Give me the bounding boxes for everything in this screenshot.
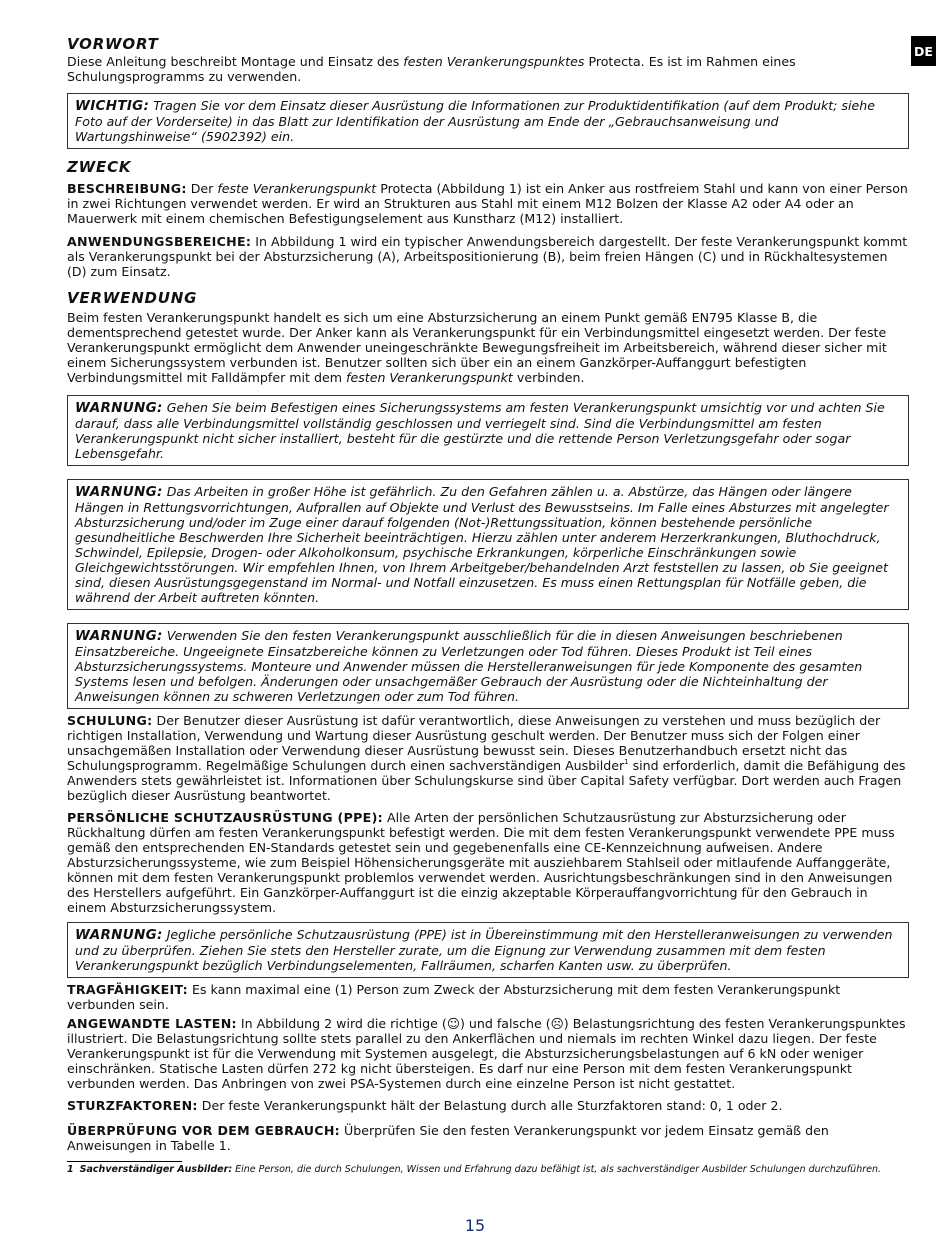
section-title-vorwort: VORWORT	[67, 35, 159, 53]
wichtig-label: WICHTIG:	[75, 98, 150, 114]
warnung-label: WARNUNG:	[75, 400, 163, 416]
lasten-paragraph: ANGEWANDTE LASTEN: In Abbildung 2 wird die richtige (☺) und falsche (☹) Belastungsrichtung des festen Verankerungspunktes illustriert. Die Belastungsrichtung sollte stets parallel zu den Ankerflächen und niemals im rechten Winkel dazu liegen. Der feste Verankerungspunkt ist für die Verwendung mit Systemen ausgelegt, die Absturzsicherungsbelastungen auf 6 kN oder weniger einschränken. Statische Lasten dürfen 272 kg nicht übersteigen. Es darf nur eine Person mit dem festen Verankerungspunkt verbunden werden. Das Anbringen von zwei PSA-Systemen durch eine einzelne Person ist nicht gestattet.	[67, 1016, 906, 1091]
anwendung-paragraph: ANWENDUNGSBEREICHE: In Abbildung 1 wird ein typischer Anwendungsbereich dargestellt. Der feste Verankerungspunkt kommt als Verankerungspunkt bei der Absturzsicherung (A), Arbeitspositionierung (B), beim freien Hängen (C) und in Rückhaltesystemen (D) zum Einsatz.	[67, 234, 908, 279]
section-title-zweck: ZWECK	[67, 158, 132, 176]
frown-icon: ☹	[550, 1016, 564, 1031]
warnung-box-4: WARNUNG: Jegliche persönliche Schutzausrüstung (PPE) ist in Übereinstimmung mit den Herstelleranweisungen zu verwenden und zu überprüfen. Ziehen Sie stets den Hersteller zurate, um die Eignung zur Verwendung zusammen mit dem festen Verankerungspunkt bezüglich Verbindungselementen, Fallräumen, scharfen Kanten usw. zu überprüfen.	[67, 922, 909, 978]
ppe-paragraph: PERSÖNLICHE SCHUTZAUSRÜSTUNG (PPE): Alle Arten der persönlichen Schutzausrüstung zur Absturzsicherung oder Rückhaltung dürfen am festen Verankerungspunkt befestigt werden. Die mit dem festen Verankerungspunkt verwendete PPE muss gemäß den entsprechenden EN-Standards getestet sein und gegebenenfalls eine CE-Kennzeichnung aufweisen. Andere Absturzsicherungssysteme, wie zum Beispiel Höhensicherungsgeräte mit ausziehbarem Stahlseil oder mitlaufende Auffanggeräte, können mit dem festen Verankerungspunkt problemlos verwendet werden. Ausrichtungsbeschränkungen sind in den Anweisungen des Herstellers aufgeführt. Ein Ganzkörper-Auffanggurt ist die einzig akzeptable Körperauffangvorrichtung für den Gebrauch in einem Absturzsicherungssystem.	[67, 810, 895, 915]
verwendung-paragraph: Beim festen Verankerungspunkt handelt es sich um eine Absturzsicherung an einem Punkt gemäß EN795 Klasse B, die dementsprechend getestet wurde. Der Anker kann als Verankerungspunkt für ein Verbindungsmittel eingesetzt werden. Der feste Verankerungspunkt ermöglicht dem Anwender uneingeschränkte Bewegungsfreiheit im Arbeitsbereich, während dieser sicher mit einem Sicherungssystem verbunden ist. Benutzer sollten sich über ein an einem Ganzkörper-Auffanggurt befestigten Verbindungsmittel mit Falldämpfer mit dem festen Verankerungspunkt verbinden.	[67, 310, 887, 385]
smile-icon: ☺	[446, 1016, 460, 1031]
schulung-paragraph: SCHULUNG: Der Benutzer dieser Ausrüstung ist dafür verantwortlich, diese Anweisungen zu verstehen und muss bezüglich der richtigen Installation, Verwendung und Wartung dieser Ausrüstung geschult werden. Der Benutzer muss sich der Folgen einer unsachgemäßen Installation oder Verwendung dieser Ausrüstung bewusst sein. Dieses Benutzerhandbuch ersetzt nicht das Schulungsprogramm. Regelmäßige Schulungen durch einen sachverständigen Ausbilder$^1$ sind erforderlich, damit die Befähigung des Anwenders stets gewährleistet ist. Informationen über Schulungskurse sind über Capital Safety verfügbar. Dort werden auch Fragen bezüglich dieser Ausrüstung beantwortet.	[67, 713, 906, 803]
sturzfaktoren-paragraph: STURZFAKTOREN: Der feste Verankerungspunkt hält der Belastung durch alle Sturzfaktoren stand: 0, 1 oder 2.	[67, 1098, 783, 1113]
page-number: 15	[464, 1216, 486, 1235]
footnote: 1 Sachverständiger Ausbilder: Eine Person, die durch Schulungen, Wissen und Erfahrung dazu befähigt ist, als sachverständiger Ausbilder Schulungen durchzuführen.	[67, 1164, 882, 1175]
vorwort-paragraph: Diese Anleitung beschreibt Montage und Einsatz des festen Verankerungspunktes Protecta. Es ist im Rahmen eines Schulungsprogramms zu verwenden.	[67, 54, 796, 84]
pruefung-paragraph: ÜBERPRÜFUNG VOR DEM GEBRAUCH: Überprüfen Sie den festen Verankerungspunkt vor jedem Einsatz gemäß den Anweisungen in Tabelle 1.	[67, 1123, 829, 1153]
warnung-box-1: WARNUNG: Gehen Sie beim Befestigen eines Sicherungssystems am festen Verankerungspunkt umsichtig vor und achten Sie darauf, dass alle Verbindungsmittel vollständig geschlossen und verriegelt sind. Sind die Verbindungsmittel am festen Verankerungspunkt nicht sicher installiert, besteht für die gestürzte und die rettende Person Verletzungsgefahr oder sogar Lebensgefahr.	[67, 395, 909, 466]
wichtig-text: Tragen Sie vor dem Einsatz dieser Ausrüstung die Informationen zur Produktidentifikation (auf dem Produkt; siehe Foto auf der Vorderseite) in das Blatt zur Identifikation der Ausrüstung am Ende der „Gebrauchsanweisung und Wartungshinweise“ (5902392) ein.	[75, 98, 875, 144]
language-tab: DE	[911, 36, 936, 66]
warnung-box-2: WARNUNG: Das Arbeiten in großer Höhe ist gefährlich. Zu den Gefahren zählen u. a. Abstürze, das Hängen oder längere Hängen in Rettungsvorrichtungen, Aufprallen auf Objekte und Verlust des Bewusstseins. Im Falle eines Absturzes mit angelegter Absturzsicherung und/oder im Zuge einer darauf folgenden (Not-)Rettungssituation, können bestehende persönliche gesundheitliche Beschwerden Ihre Sicherheit beeinträchtigen. Hierzu zählen unter anderem Herzerkrankungen, Bluthochdruck, Schwindel, Epilepsie, Drogen- oder Alkoholkonsum, psychische Erkrankungen, körperliche Einschränkungen sowie Gleichgewichtsstörungen. Wir empfehlen Ihnen, von Ihrem Arbeitgeber/behandelnden Arzt feststellen zu lassen, ob Sie geeignet sind, diesen Ausrüstungsgegenstand im Normal- und Notfall einzusetzen. Es muss einen Rettungsplan für Notfälle geben, die während der Arbeit auftreten könnten.	[67, 479, 909, 610]
section-title-verwendung: VERWENDUNG	[67, 289, 198, 307]
beschreibung-paragraph: BESCHREIBUNG: Der feste Verankerungspunkt Protecta (Abbildung 1) ist ein Anker aus rostfreiem Stahl und kann von einer Person in zwei Richtungen verwendet werden. Er wird an Strukturen aus Stahl mit einem M12 Bolzen der Klasse A2 oder A4 oder an Mauerwerk mit einem chemischen Befestigungselement aus Kunstharz (M12) installiert.	[67, 181, 908, 226]
document-page	[67, 34, 909, 1176]
tragfaehigkeit-paragraph: TRAGFÄHIGKEIT: Es kann maximal eine (1) Person zum Zweck der Absturzsicherung mit dem festen Verankerungspunkt verbunden sein.	[67, 982, 841, 1012]
footnote-divider	[67, 1161, 182, 1162]
warnung-label: WARNUNG:	[75, 927, 163, 943]
footnote-ref: 1	[624, 758, 629, 766]
warnung-box-3: WARNUNG: Verwenden Sie den festen Verankerungspunkt ausschließlich für die in diesen Anweisungen beschriebenen Einsatzbereiche. Ungeeignete Einsatzbereiche können zu Verletzungen oder Tod führen. Dieses Produkt ist Teil eines Absturzsicherungssystems. Monteure und Anwender müssen die Herstelleranweisungen für jede Komponente des gesamten Systems lesen und befolgen. Änderungen oder unsachgemäßer Gebrauch der Ausrüstung oder die Nichteinhaltung der Anweisungen können zu schweren Verletzungen oder zum Tod führen.	[67, 623, 909, 709]
warnung-label: WARNUNG:	[75, 628, 163, 644]
warnung-label: WARNUNG:	[75, 484, 163, 500]
wichtig-box	[67, 93, 909, 149]
